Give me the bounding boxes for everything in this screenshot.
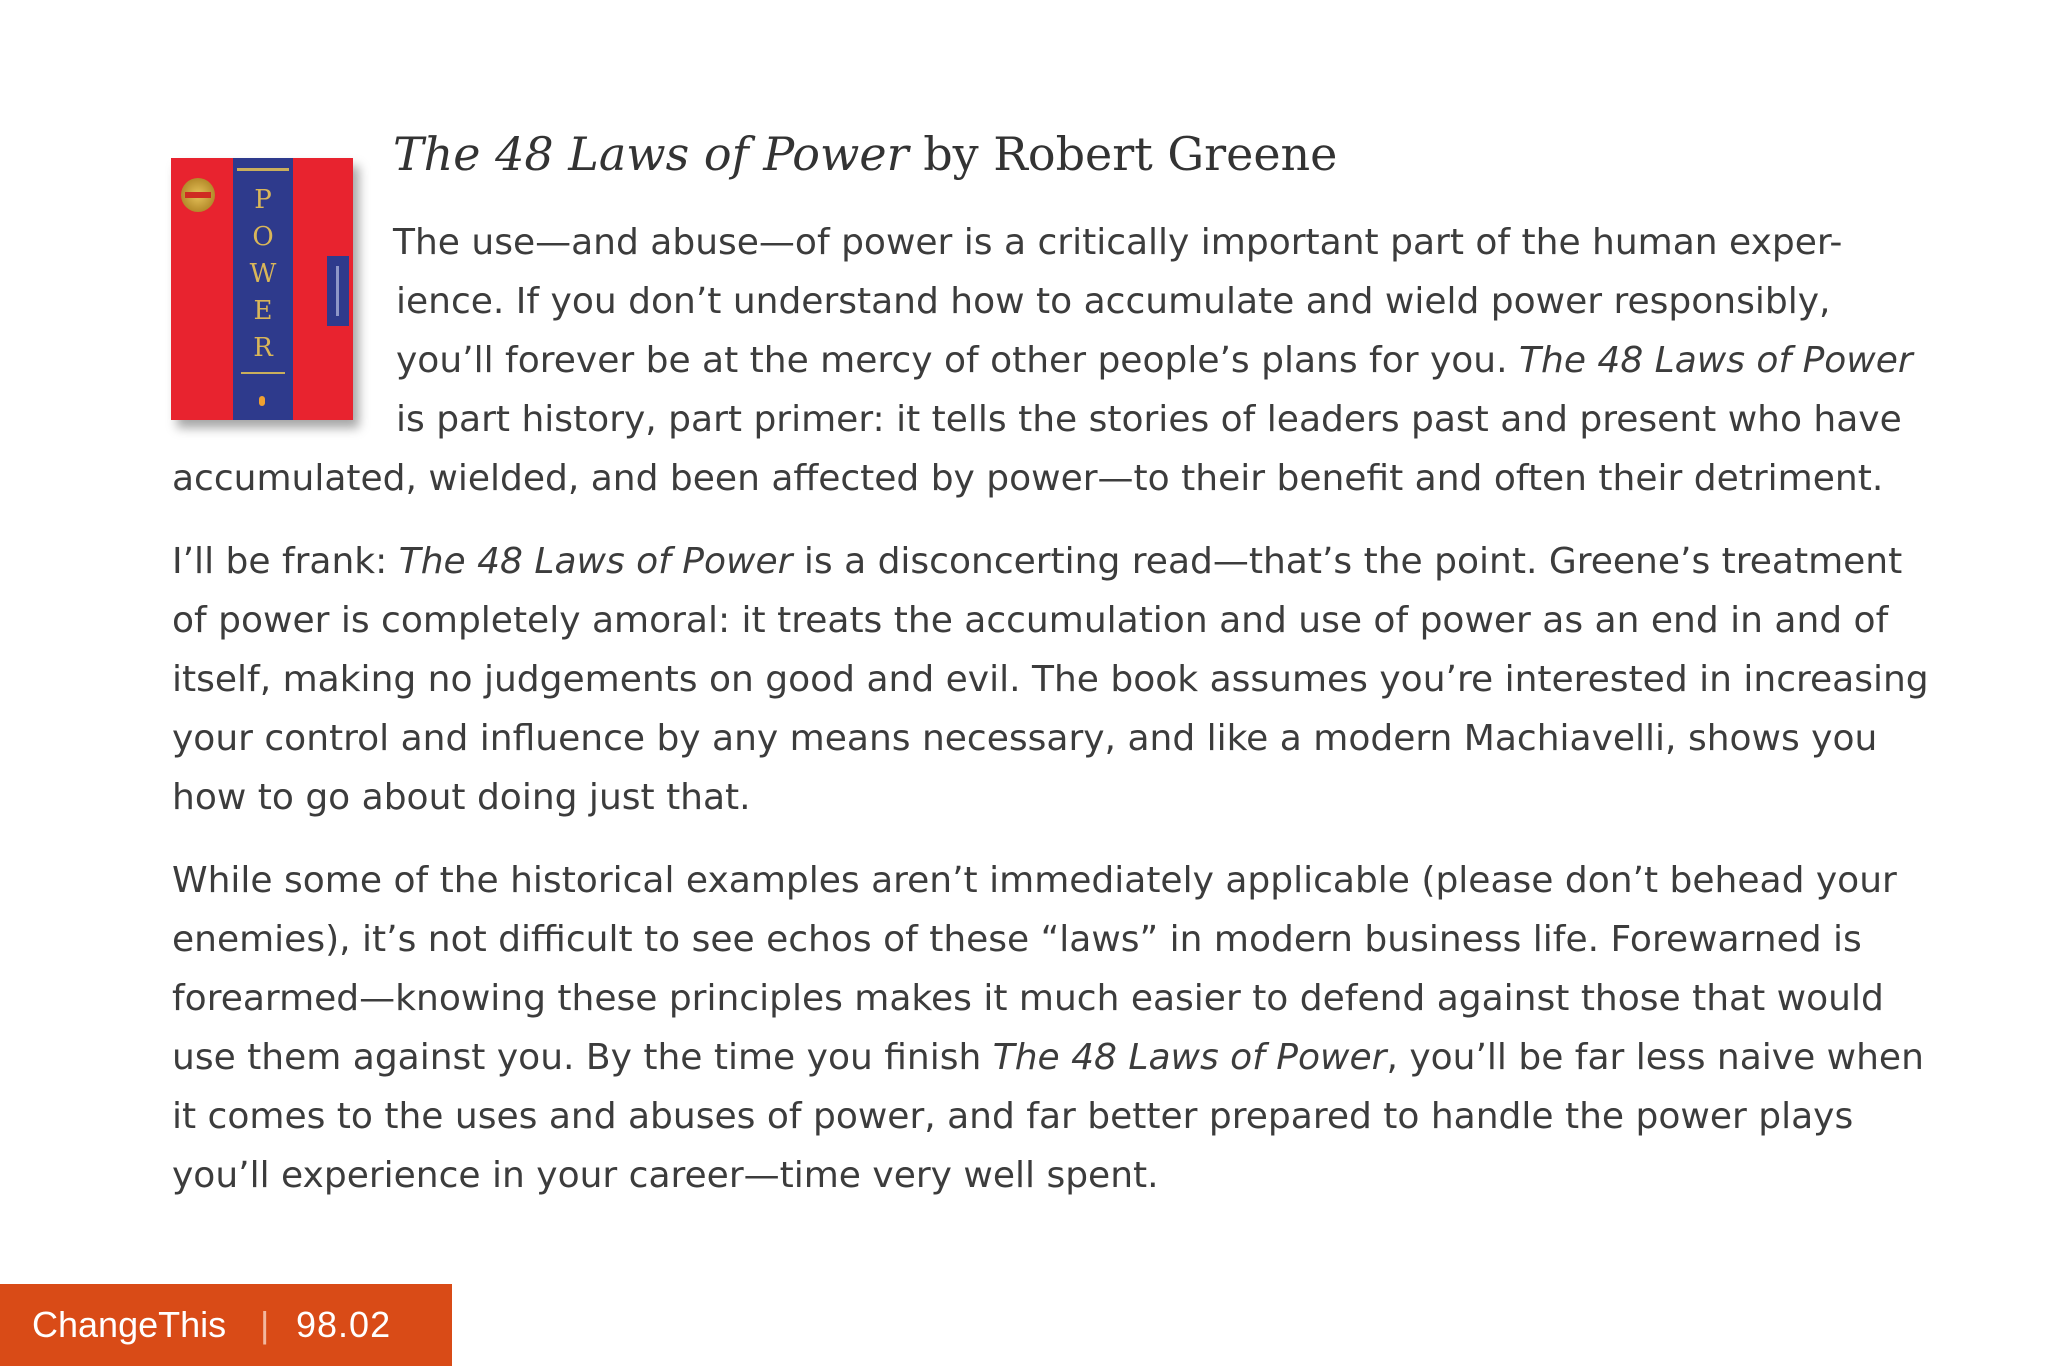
text-line: itself, making no judgements on good and evil. The book assumes you’re interested in increasing <box>172 659 1929 700</box>
text-run: use them against you. By the time you finish <box>172 1037 993 1078</box>
text-line <box>393 331 1913 390</box>
footer-badge <box>0 1284 452 1366</box>
paragraph-2 <box>172 532 1929 827</box>
author-line: by Robert Greene <box>923 127 1338 181</box>
cover-letter: O <box>252 222 274 252</box>
book-title-italic: The 48 Laws of Power <box>992 1037 1387 1078</box>
footer-brand: ChangeThis <box>32 1304 227 1345</box>
review-heading <box>393 122 1337 186</box>
text-run: you’ll forever be at the mercy of other people’s plans for you. <box>396 340 1520 381</box>
cover-letter: R <box>253 333 273 363</box>
cover-top-rule <box>237 168 289 171</box>
cover-letter: E <box>253 296 273 326</box>
text-line: it comes to the uses and abuses of power, and far better prepared to handle the power plays <box>172 1096 1854 1137</box>
book-title-italic: The 48 Laws of Power <box>1519 340 1913 381</box>
text-line: The use—and abuse—of power is a critically important part of the human exper- <box>393 222 1843 263</box>
bestseller-seal-icon <box>181 178 215 212</box>
book-title-italic: The 48 Laws of Power <box>398 541 793 582</box>
book-title: The 48 Laws of Power <box>393 127 909 181</box>
book-cover-image <box>171 158 353 420</box>
cover-bottom-rule <box>241 372 285 374</box>
cover-side-tag <box>327 256 349 326</box>
text-line: your control and influence by any means necessary, and like a modern Machiavelli, shows you <box>172 718 1878 759</box>
text-line: enemies), it’s not difficult to see echos of these “laws” in modern business life. Forewarned is <box>172 919 1862 960</box>
text-line: accumulated, wielded, and been affected by power—to their benefit and often their detriment. <box>172 458 1884 499</box>
paragraph-3 <box>172 851 1924 1205</box>
text-line: ience. If you don’t understand how to accumulate and wield power responsibly, <box>396 281 1831 322</box>
text-line: is part history, part primer: it tells the stories of leaders past and present who have <box>396 399 1902 440</box>
text-run: , you’ll be far less naive when <box>1386 1037 1924 1078</box>
cover-letter: W <box>249 259 277 289</box>
paragraph-1-wrapped <box>393 213 1913 449</box>
text-line <box>172 1028 1924 1087</box>
text-line: how to go about doing just that. <box>172 777 751 818</box>
text-line: forearmed—knowing these principles makes it much easier to defend against those that would <box>172 978 1884 1019</box>
cover-title-letters <box>233 182 293 367</box>
cover-letter: P <box>254 185 272 215</box>
text-line: of power is completely amoral: it treats the accumulation and use of power as an end in and of <box>172 600 1889 641</box>
text-run: is a disconcerting read—that’s the point. Greene’s treatment <box>792 541 1903 582</box>
footer-separator: | <box>260 1304 270 1345</box>
text-run: I’ll be frank: <box>172 541 399 582</box>
text-line <box>172 532 1929 591</box>
text-line: While some of the historical examples aren’t immediately applicable (please don’t behead your <box>172 860 1897 901</box>
text-line: you’ll experience in your career—time very well spent. <box>172 1155 1159 1196</box>
paragraph-1-tail <box>172 449 1883 508</box>
publisher-logo-icon <box>259 396 265 406</box>
footer-issue-number: 98.02 <box>296 1304 392 1345</box>
